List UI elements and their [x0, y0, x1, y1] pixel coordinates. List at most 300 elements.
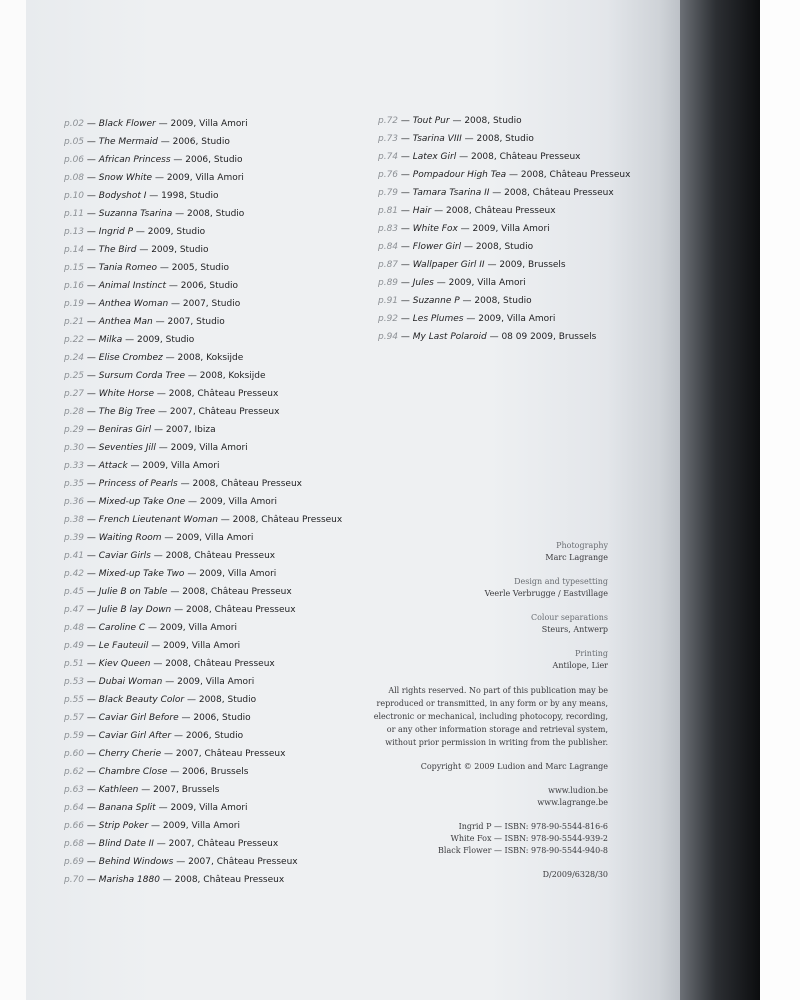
separator-dash: — — [184, 569, 200, 579]
credit-value: Marc Lagrange — [545, 553, 608, 562]
credit-design — [368, 576, 608, 600]
separator-dash: — — [433, 278, 449, 288]
entry-info: 2009, Villa Amori — [199, 497, 277, 507]
page-number: p.35 — [64, 479, 85, 489]
entry-info: 2008, Château Presseux — [168, 389, 279, 399]
entry-info: 2009, Villa Amori — [472, 224, 550, 234]
contents-entry — [64, 313, 364, 331]
entry-title: White Fox — [412, 224, 458, 234]
entry-info: 2008, Studio — [187, 209, 245, 219]
entry-info: 2007, Studio — [182, 299, 241, 309]
separator-dash: — — [463, 314, 479, 324]
contents-entry — [64, 601, 364, 619]
separator-dash: — — [398, 116, 413, 126]
separator-dash: — — [146, 191, 162, 201]
page-number: p.59 — [64, 731, 85, 741]
separator-dash: — — [486, 332, 502, 342]
contents-entry — [64, 385, 364, 403]
separator-dash: — — [161, 749, 176, 759]
entry-info: 2009, Studio — [151, 245, 209, 255]
separator-dash: — — [145, 623, 160, 633]
page-number: p.70 — [64, 875, 85, 885]
page-number: p.21 — [64, 317, 85, 327]
contents-entry — [64, 295, 364, 313]
entry-title: Sursum Corda Tree — [98, 371, 186, 381]
rights-notice — [368, 684, 608, 749]
entry-title: Bodyshot I — [98, 191, 147, 201]
entry-title: Waiting Room — [98, 533, 162, 543]
contents-entry — [378, 292, 658, 310]
separator-dash: — — [398, 170, 413, 180]
web-links — [368, 785, 608, 809]
page-number: p.06 — [64, 155, 85, 165]
contents-entry — [64, 187, 364, 205]
rights-line: or any other information storage and retrieval system, — [386, 725, 608, 734]
separator-dash: — — [398, 152, 413, 162]
separator-dash: — — [154, 389, 169, 399]
entry-title: Tsarina VIII — [412, 134, 462, 144]
entry-title: Snow White — [98, 173, 153, 183]
page-number: p.05 — [64, 137, 85, 147]
rights-line: electronic or mechanical, including photocopy, recording, — [373, 712, 608, 721]
entry-info: 2006, Studio — [172, 137, 230, 147]
credit-heading: Printing — [575, 649, 608, 658]
entry-title: Banana Split — [98, 803, 156, 813]
contents-entry — [64, 529, 364, 547]
separator-dash: — — [84, 227, 99, 237]
contents-entry — [378, 238, 658, 256]
separator-dash: — — [84, 137, 99, 147]
isbn-line: White Fox — ISBN: 978-90-5544-939-2 — [450, 834, 608, 843]
separator-dash: — — [84, 785, 99, 795]
page-number: p.81 — [378, 206, 399, 216]
entry-info: 2008, Château Presseux — [186, 605, 296, 615]
contents-entry — [378, 148, 658, 166]
separator-dash: — — [84, 461, 99, 471]
entry-title: Suzanne P — [412, 296, 460, 306]
separator-dash: — — [449, 116, 465, 126]
entry-info: 2009, Villa Amori — [163, 641, 241, 651]
separator-dash: — — [155, 407, 170, 417]
entry-info: 2009, Studio — [147, 227, 206, 237]
separator-dash: — — [150, 659, 166, 669]
entry-info: 2006, Studio — [193, 713, 251, 723]
credit-heading: Design and typesetting — [514, 577, 608, 586]
separator-dash: — — [155, 803, 171, 813]
separator-dash: — — [84, 209, 99, 219]
contents-entry — [64, 331, 364, 349]
page-number: p.74 — [378, 152, 399, 162]
separator-dash: — — [398, 224, 413, 234]
separator-dash: — — [84, 191, 99, 201]
separator-dash: — — [159, 875, 175, 885]
separator-dash: — — [167, 767, 183, 777]
separator-dash: — — [84, 569, 99, 579]
page-number: p.72 — [378, 116, 399, 126]
page-number: p.47 — [64, 605, 85, 615]
separator-dash: — — [84, 659, 99, 669]
entry-title: Black Beauty Color — [98, 695, 185, 705]
contents-entry — [64, 673, 364, 691]
entry-title: Behind Windows — [98, 857, 174, 867]
contents-entry — [378, 328, 658, 346]
page-number: p.53 — [64, 677, 85, 687]
contents-entry — [378, 274, 658, 292]
credit-heading: Colour separations — [530, 613, 608, 622]
contents-entry — [64, 493, 364, 511]
entry-info: 2008, Koksijde — [177, 353, 244, 363]
entry-info: 2008, Château Presseux — [232, 515, 343, 525]
entry-info: 2009, Villa Amori — [199, 569, 277, 579]
separator-dash: — — [157, 137, 173, 147]
entry-title: Kiev Queen — [98, 659, 151, 669]
separator-dash: — — [398, 332, 413, 342]
entry-info: 2009, Brussels — [499, 260, 566, 270]
contents-entry — [64, 349, 364, 367]
separator-dash: — — [398, 206, 413, 216]
page-number: p.13 — [64, 227, 85, 237]
contents-entry — [64, 205, 364, 223]
rights-line: reproduced or transmitted, in any form or by any means, — [376, 699, 608, 708]
separator-dash: — — [162, 677, 178, 687]
entry-title: Black Flower — [98, 119, 156, 129]
page-number: p.15 — [64, 263, 85, 273]
separator-dash: — — [84, 173, 99, 183]
entry-title: Caviar Girl After — [98, 731, 172, 741]
separator-dash: — — [84, 281, 99, 291]
contents-entry — [378, 130, 658, 148]
contents-entry — [64, 115, 364, 133]
page-number: p.51 — [64, 659, 85, 669]
separator-dash: — — [84, 119, 99, 129]
separator-dash: — — [152, 317, 168, 327]
separator-dash: — — [151, 425, 166, 435]
page-number: p.41 — [64, 551, 85, 561]
legal-deposit: D/2009/6328/30 — [542, 870, 608, 879]
contents-entry — [378, 256, 658, 274]
page-number: p.10 — [64, 191, 85, 201]
entry-info: 2009, Villa Amori — [170, 119, 248, 129]
separator-dash: — — [84, 641, 99, 651]
contents-entry — [64, 259, 364, 277]
contents-entry — [378, 220, 658, 238]
entry-info: 2008, Château Presseux — [504, 188, 614, 198]
separator-dash: — — [489, 188, 505, 198]
contents-entry — [64, 475, 364, 493]
separator-dash: — — [178, 713, 194, 723]
web-link: www.lagrange.be — [537, 798, 608, 807]
separator-dash: — — [173, 857, 189, 867]
separator-dash: — — [177, 479, 193, 489]
entry-title: Elise Crombez — [98, 353, 163, 363]
contents-entry — [64, 727, 364, 745]
entry-info: 2008, Château Presseux — [192, 479, 302, 489]
entry-title: Mixed-up Take One — [98, 497, 186, 507]
credit-colour — [368, 612, 608, 636]
entry-info: 2008, Château Presseux — [470, 152, 581, 162]
entry-info: 2007, Studio — [167, 317, 225, 327]
page-number: p.66 — [64, 821, 85, 831]
separator-dash: — — [84, 857, 99, 867]
contents-entry — [64, 565, 364, 583]
page-number: p.62 — [64, 767, 85, 777]
contents-entry — [64, 511, 364, 529]
entry-info: 2006, Brussels — [182, 767, 249, 777]
entry-info: 2009, Villa Amori — [166, 173, 244, 183]
entry-title: Chambre Close — [98, 767, 168, 777]
separator-dash: — — [431, 206, 446, 216]
entry-info: 2007, Château Presseux — [169, 407, 280, 417]
contents-entry — [64, 583, 364, 601]
copyright-line: Copyright © 2009 Ludion and Marc Lagrange — [420, 762, 608, 771]
entry-title: Mixed-up Take Two — [98, 569, 185, 579]
separator-dash: — — [162, 353, 178, 363]
separator-dash: — — [84, 389, 99, 399]
separator-dash: — — [84, 821, 99, 831]
separator-dash: — — [172, 209, 187, 219]
entry-info: 2008, Studio — [474, 296, 532, 306]
separator-dash: — — [84, 353, 99, 363]
page-number: p.39 — [64, 533, 85, 543]
separator-dash: — — [148, 821, 163, 831]
entry-info: 2008, Château Presseux — [165, 659, 275, 669]
separator-dash: — — [168, 299, 183, 309]
contents-entry — [64, 781, 364, 799]
entry-title: Caviar Girl Before — [98, 713, 179, 723]
separator-dash: — — [84, 713, 99, 723]
page-number: p.63 — [64, 785, 85, 795]
separator-dash: — — [84, 245, 99, 255]
separator-dash: — — [170, 155, 186, 165]
entry-title: Caviar Girls — [98, 551, 151, 561]
separator-dash: — — [156, 263, 172, 273]
entry-title: French Lieutenant Woman — [98, 515, 218, 525]
separator-dash: — — [84, 677, 99, 687]
separator-dash: — — [150, 551, 166, 561]
isbn-line: Ingrid P — ISBN: 978-90-5544-816-6 — [458, 822, 608, 831]
separator-dash: — — [84, 497, 99, 507]
page-number: p.38 — [64, 515, 85, 525]
page-number: p.91 — [378, 296, 399, 306]
separator-dash: — — [84, 875, 99, 885]
contents-entry — [64, 745, 364, 763]
contents-entry — [64, 421, 364, 439]
separator-dash: — — [184, 695, 199, 705]
entry-info: 2009, Villa Amori — [176, 533, 254, 543]
entry-info: 2009, Villa Amori — [170, 803, 248, 813]
contents-entry — [378, 202, 658, 220]
contents-list-right — [378, 112, 658, 346]
contents-entry — [64, 547, 364, 565]
separator-dash: — — [84, 749, 99, 759]
page-number: p.45 — [64, 587, 85, 597]
contents-entry — [64, 817, 364, 835]
entry-title: Latex Girl — [412, 152, 457, 162]
separator-dash: — — [398, 296, 413, 306]
separator-dash: — — [506, 170, 521, 180]
page-number: p.25 — [64, 371, 85, 381]
book-spine-shadow — [680, 0, 760, 1000]
entry-title: The Big Tree — [98, 407, 156, 417]
entry-title: Cherry Cherie — [98, 749, 162, 759]
entry-title: Kathleen — [98, 785, 139, 795]
entry-info: 2009, Villa Amori — [177, 677, 255, 687]
separator-dash: — — [84, 695, 99, 705]
separator-dash: — — [398, 278, 413, 288]
rights-line: without prior permission in writing from the publisher. — [385, 738, 608, 747]
page-number: p.28 — [64, 407, 85, 417]
separator-dash: — — [84, 263, 99, 273]
page-number: p.89 — [378, 278, 399, 288]
separator-dash: — — [148, 641, 164, 651]
entry-info: 2006, Studio — [185, 155, 243, 165]
entry-info: 2005, Studio — [171, 263, 230, 273]
separator-dash: — — [127, 461, 143, 471]
entry-info: 2009, Villa Amori — [170, 443, 248, 453]
entry-title: Tania Romeo — [98, 263, 157, 273]
separator-dash: — — [84, 605, 99, 615]
contents-entry — [64, 169, 364, 187]
contents-entry — [378, 112, 658, 130]
entry-info: 2008, Château Presseux — [182, 587, 292, 597]
contents-entry — [378, 184, 658, 202]
separator-dash: — — [398, 188, 413, 198]
contents-entry — [64, 619, 364, 637]
entry-title: Beniras Girl — [98, 425, 152, 435]
page-number: p.27 — [64, 389, 85, 399]
separator-dash: — — [84, 335, 99, 345]
contents-entry — [64, 133, 364, 151]
entry-title: Seventies Jill — [98, 443, 156, 453]
separator-dash: — — [84, 443, 99, 453]
entry-title: Ingrid P — [98, 227, 134, 237]
separator-dash: — — [84, 371, 99, 381]
contents-entry — [378, 310, 658, 328]
contents-entry — [64, 277, 364, 295]
page-number: p.83 — [378, 224, 399, 234]
separator-dash: — — [398, 242, 413, 252]
credit-printing — [368, 648, 608, 672]
separator-dash: — — [457, 224, 473, 234]
entry-info: 2007, Ibiza — [165, 425, 216, 435]
page-number: p.19 — [64, 299, 85, 309]
page-number: p.36 — [64, 497, 85, 507]
entry-title: Tout Pur — [412, 116, 450, 126]
page-number: p.22 — [64, 335, 85, 345]
contents-entry — [64, 853, 364, 871]
credit-value: Steurs, Antwerp — [541, 625, 608, 634]
contents-entry — [64, 241, 364, 259]
separator-dash: — — [84, 839, 99, 849]
separator-dash: — — [459, 296, 475, 306]
entry-info: 2008, Studio — [475, 242, 534, 252]
colophon — [368, 540, 608, 881]
entry-info: 2009, Villa Amori — [142, 461, 220, 471]
separator-dash: — — [456, 152, 471, 162]
page-number: p.68 — [64, 839, 85, 849]
page-number: p.24 — [64, 353, 85, 363]
entry-title: Tamara Tsarina II — [412, 188, 490, 198]
entry-info: 2006, Studio — [180, 281, 239, 291]
page-number: p.14 — [64, 245, 85, 255]
separator-dash: — — [461, 242, 476, 252]
contents-entry — [64, 151, 364, 169]
page-number: p.11 — [64, 209, 85, 219]
page-number: p.48 — [64, 623, 85, 633]
separator-dash: — — [166, 281, 181, 291]
entry-info: 2008, Studio — [198, 695, 257, 705]
entry-info: 2009, Villa Amori — [478, 314, 556, 324]
contents-entry — [64, 871, 364, 889]
entry-info: 08 09 2009, Brussels — [501, 332, 597, 342]
entry-info: 2007, Château Presseux — [168, 839, 279, 849]
separator-dash: — — [152, 173, 167, 183]
page-number: p.57 — [64, 713, 85, 723]
separator-dash: — — [138, 785, 154, 795]
separator-dash: — — [155, 119, 171, 129]
page-number: p.60 — [64, 749, 85, 759]
separator-dash: — — [155, 443, 171, 453]
entry-info: 2009, Studio — [137, 335, 195, 345]
contents-entry — [64, 691, 364, 709]
contents-entry — [64, 439, 364, 457]
entry-title: White Horse — [98, 389, 154, 399]
credit-heading: Photography — [556, 541, 608, 550]
separator-dash: — — [133, 227, 148, 237]
separator-dash: — — [461, 134, 477, 144]
page-number: p.02 — [64, 119, 85, 129]
contents-list-left — [64, 115, 364, 889]
page-number: p.87 — [378, 260, 399, 270]
page-number: p.08 — [64, 173, 85, 183]
entry-title: Les Plumes — [412, 314, 464, 324]
isbn-line: Black Flower — ISBN: 978-90-5544-940-8 — [438, 846, 608, 855]
entry-title: Julie B lay Down — [98, 605, 172, 615]
page-number: p.84 — [378, 242, 399, 252]
credit-value: Antilope, Lier — [552, 661, 608, 670]
entry-title: Wallpaper Girl II — [412, 260, 485, 270]
separator-dash: — — [84, 317, 99, 327]
entry-title: The Mermaid — [98, 137, 158, 147]
entry-title: Caroline C — [98, 623, 146, 633]
entry-info: 2008, Koksijde — [199, 371, 266, 381]
entry-title: African Princess — [98, 155, 171, 165]
separator-dash: — — [84, 551, 99, 561]
page-number: p.55 — [64, 695, 85, 705]
page-number: p.30 — [64, 443, 85, 453]
page-number: p.33 — [64, 461, 85, 471]
entry-title: My Last Polaroid — [412, 332, 487, 342]
entry-title: Princess of Pearls — [98, 479, 178, 489]
entry-info: 2008, Château Presseux — [520, 170, 631, 180]
separator-dash: — — [167, 587, 183, 597]
entry-title: Le Fauteuil — [98, 641, 149, 651]
separator-dash: — — [484, 260, 500, 270]
separator-dash: — — [84, 803, 99, 813]
rights-line: All rights reserved. No part of this publication may be — [388, 686, 608, 695]
credit-photography — [368, 540, 608, 564]
isbn-list — [368, 821, 608, 857]
contents-entry — [64, 367, 364, 385]
separator-dash: — — [84, 533, 99, 543]
contents-entry — [64, 655, 364, 673]
contents-entry — [64, 835, 364, 853]
separator-dash: — — [136, 245, 152, 255]
separator-dash: — — [185, 371, 200, 381]
contents-entry — [64, 403, 364, 421]
separator-dash: — — [398, 314, 413, 324]
contents-entry — [64, 709, 364, 727]
